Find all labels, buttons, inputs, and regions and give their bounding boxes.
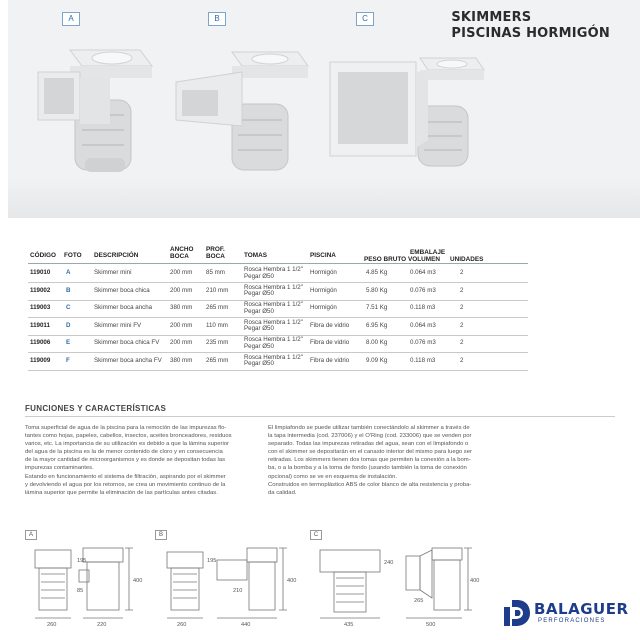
cell-peso: 8.00 Kg [366, 339, 388, 346]
cell-ancho: 200 mm [170, 269, 193, 276]
cell-peso: 6.95 Kg [366, 321, 388, 329]
table-header [28, 246, 528, 264]
cell-tomas [244, 355, 303, 368]
cell-descripcion: Skimmer boca chica FV [94, 339, 160, 346]
cell-foto: E [66, 339, 71, 346]
title-line-2: PISCINAS HORMIGÓN [451, 26, 610, 41]
cell-prof: 235 mm [206, 339, 229, 346]
cell-descripcion: Skimmer boca chica [94, 286, 150, 294]
paragraph-line: separado. Todas las impurezas retiradas del agua, sean con el limpiafondo o [268, 441, 469, 448]
cell-foto: C [66, 304, 71, 311]
photo-label-b: B [208, 12, 226, 26]
logo-subtitle: PERFORACIONES [538, 618, 606, 624]
cell-tomas-line1: Rosca Hembra 1 1/2" [244, 301, 303, 308]
cell-tomas-line2: Pegar Ø50 [244, 307, 274, 315]
th-piscina: PISCINA [310, 252, 336, 259]
cell-tomas-line1: Rosca Hembra 1 1/2" [244, 283, 303, 291]
paragraph-line: con el skimmer se depositarán en el canasto interior del mismo para luego ser [268, 449, 472, 456]
dim-c-front-width: 435 [344, 622, 354, 628]
photo-label-c: C [356, 12, 374, 26]
cell-codigo: 119002 [30, 286, 51, 294]
cell-volumen: 0.064 m3 [410, 321, 436, 329]
dim-c-height: 400 [470, 578, 480, 584]
cell-prof: 85 mm [206, 269, 225, 276]
cell-peso: 7.51 Kg [366, 304, 388, 311]
cell-ancho: 200 mm [170, 339, 193, 346]
dim-b-height: 400 [287, 578, 297, 584]
cell-descripcion: Skimmer mini FV [94, 321, 142, 329]
cell-tomas-line2: Pegar Ø50 [244, 272, 274, 280]
dim-a-h2: 85 [77, 588, 84, 594]
features-column-left [25, 424, 265, 497]
cell-foto: F [66, 356, 70, 364]
cell-piscina: Hormigón [310, 269, 337, 276]
dim-b-side-width: 440 [241, 622, 251, 628]
diagram-label-c: C [310, 530, 322, 540]
th-ancho-boca: ANCHO BOCA [170, 246, 194, 260]
dim-a-front-width: 260 [47, 622, 57, 628]
paragraph-line: varios, etc. La importancia de su utilización es debido a que la lámina superior [25, 441, 229, 448]
dim-b-front-width: 260 [177, 622, 187, 628]
cell-tomas [244, 337, 303, 350]
cell-unidades: 2 [460, 269, 464, 276]
cell-tomas [244, 267, 303, 280]
cell-foto: B [66, 286, 71, 294]
cell-tomas-line1: Rosca Hembra 1 1/2" [244, 336, 303, 343]
cell-ancho: 380 mm [170, 304, 193, 311]
th-peso-bruto: PESO BRUTO [364, 256, 407, 263]
cell-unidades: 2 [460, 286, 464, 294]
diagram-drawing-c [310, 530, 480, 630]
diagram-label-b: B [155, 530, 167, 540]
cell-unidades: 2 [460, 321, 464, 329]
dim-b-h2: 210 [233, 588, 243, 594]
cell-descripcion: Skimmer boca ancha [94, 304, 153, 311]
cell-prof: 210 mm [206, 286, 229, 294]
title-line-1: SKIMMERS [451, 10, 532, 25]
skimmer-photo-a [30, 40, 160, 180]
paragraph-line: la tapa intermedia (cod. 237006) y el O'Ring (cod. 233006) que se venden por [268, 433, 472, 440]
features-divider [25, 416, 615, 417]
table-row [28, 354, 528, 371]
paragraph-line: y devolviendo el agua por los retornos, se crea un movimiento continuo de la [25, 481, 226, 488]
diagram-b [155, 530, 305, 630]
cell-tomas-line2: Pegar Ø50 [244, 342, 274, 350]
paragraph-line: tantes como hojas, papeles, cabellos, insectos, aceites bronceadores, residuos [25, 433, 232, 440]
diagram-label-a: A [25, 530, 37, 540]
diagram-drawing-a [25, 530, 150, 630]
cell-piscina: Hormigón [310, 304, 337, 311]
paragraph-line: El limpiafondo se puede utilizar también conectándolo al skimmer a través de [268, 425, 470, 431]
cell-piscina: Fibra de vidrio [310, 356, 350, 364]
dim-c-h1: 240 [384, 560, 394, 566]
cell-descripcion: Skimmer mini [94, 269, 132, 276]
cell-volumen: 0.076 m3 [410, 339, 436, 346]
cell-volumen: 0.076 m3 [410, 286, 436, 294]
cell-tomas-line2: Pegar Ø50 [244, 360, 274, 367]
paragraph-line: da calidad. [268, 489, 297, 496]
features-column-right [268, 424, 508, 497]
table-row [28, 336, 528, 353]
th-embalaje: EMBALAJE [410, 249, 446, 256]
cell-codigo: 119009 [30, 356, 51, 364]
paragraph-line: Toma superficial de agua de la piscina para la remoción de las impurezas flo- [25, 425, 227, 431]
cell-tomas-line2: Pegar Ø50 [244, 325, 274, 332]
dim-a-height: 400 [133, 578, 143, 584]
cell-codigo: 119003 [30, 304, 51, 311]
paragraph-line: lámina superior que permite la eliminación de las partículas antes citadas. [25, 489, 218, 496]
paragraph-line: retiradas. Los skimmers tienen dos tomas que permiten la conexión a la bom- [268, 457, 471, 464]
cell-ancho: 200 mm [170, 321, 193, 329]
balaguer-logo [502, 598, 629, 630]
dim-b-h1: 195 [207, 558, 217, 564]
cell-piscina: Hormigón [310, 286, 337, 294]
th-tomas: TOMAS [244, 252, 267, 259]
cell-prof: 265 mm [206, 304, 229, 311]
cell-descripcion: Skimmer boca ancha FV [94, 356, 162, 364]
cell-prof: 110 mm [206, 321, 228, 329]
logo-name: BALAGUER [534, 600, 629, 618]
photo-label-a: A [62, 12, 80, 26]
cell-tomas [244, 302, 303, 315]
dim-a-h1: 195 [77, 558, 87, 564]
dim-c-h2: 265 [414, 598, 424, 604]
cell-unidades: 2 [460, 304, 464, 311]
cell-volumen: 0.118 m3 [410, 304, 436, 311]
paragraph-line: Construidos en termoplástico ABS de color blanco de alta resistencia y proba- [268, 481, 472, 488]
photo-shadow [8, 178, 640, 218]
cell-ancho: 200 mm [170, 286, 193, 294]
skimmer-photo-c [328, 48, 488, 178]
cell-tomas-line1: Rosca Hembra 1 1/2" [244, 353, 303, 361]
table-row [28, 284, 528, 301]
paragraph-line: impurezas contaminantes. [25, 465, 94, 472]
page-title [451, 10, 610, 42]
cell-codigo: 119010 [30, 269, 51, 276]
table-row [28, 266, 528, 283]
cell-piscina: Fibra de vidrio [310, 339, 350, 346]
table-row [28, 301, 528, 318]
cell-foto: A [66, 269, 71, 276]
cell-peso: 4.85 Kg [366, 269, 388, 276]
diagram-c [310, 530, 480, 630]
th-unidades: UNIDADES [450, 256, 484, 263]
features-title: FUNCIONES Y CARACTERÍSTICAS [25, 404, 167, 413]
cell-peso: 5.80 Kg [366, 286, 388, 294]
cell-piscina: Fibra de vidrio [310, 321, 350, 329]
cell-tomas [244, 285, 303, 298]
table-row [28, 319, 528, 336]
cell-prof: 265 mm [206, 356, 229, 364]
dim-a-side-width: 220 [97, 622, 107, 628]
th-prof-boca: PROF. BOCA [206, 246, 225, 260]
cell-codigo: 119011 [30, 321, 50, 329]
diagram-a [25, 530, 150, 630]
cell-volumen: 0.064 m3 [410, 269, 436, 276]
paragraph-line: Estando en funcionamiento el sistema de filtración, aspirando por el skimmer [25, 473, 226, 480]
cell-unidades: 2 [460, 356, 464, 364]
logo-icon [502, 598, 532, 628]
cell-ancho: 380 mm [170, 356, 193, 364]
dim-c-side-width: 500 [426, 622, 436, 628]
cell-unidades: 2 [460, 339, 464, 346]
th-foto: FOTO [64, 252, 82, 259]
cell-volumen: 0.118 m3 [410, 356, 436, 364]
th-descripcion: DESCRIPCIÓN [94, 252, 139, 259]
paragraph-line: del agua de la piscina es la de menor contenido de cloro y en consecuencia [25, 449, 223, 456]
skimmer-photo-b [172, 42, 322, 177]
cell-tomas-line2: Pegar Ø50 [244, 290, 274, 297]
diagram-drawing-b [155, 530, 305, 630]
paragraph-line: ba, o a la bomba y a la toma de fondo (usando también la toma de conexión [268, 465, 467, 472]
cell-tomas-line1: Rosca Hembra 1 1/2" [244, 266, 303, 273]
th-codigo: CÓDIGO [30, 252, 56, 259]
cell-tomas [244, 320, 303, 333]
cell-peso: 9.09 Kg [366, 356, 388, 364]
cell-tomas-line1: Rosca Hembra 1 1/2" [244, 318, 303, 326]
cell-codigo: 119006 [30, 339, 51, 346]
paragraph-line: de la mayor cantidad de microorganismos y es donde se depositan todas las [25, 457, 226, 464]
th-volumen: VOLUMEN [408, 256, 440, 263]
cell-foto: D [66, 321, 71, 329]
paragraph-line: opcional) como se ve en esquema de instalación. [268, 473, 398, 480]
